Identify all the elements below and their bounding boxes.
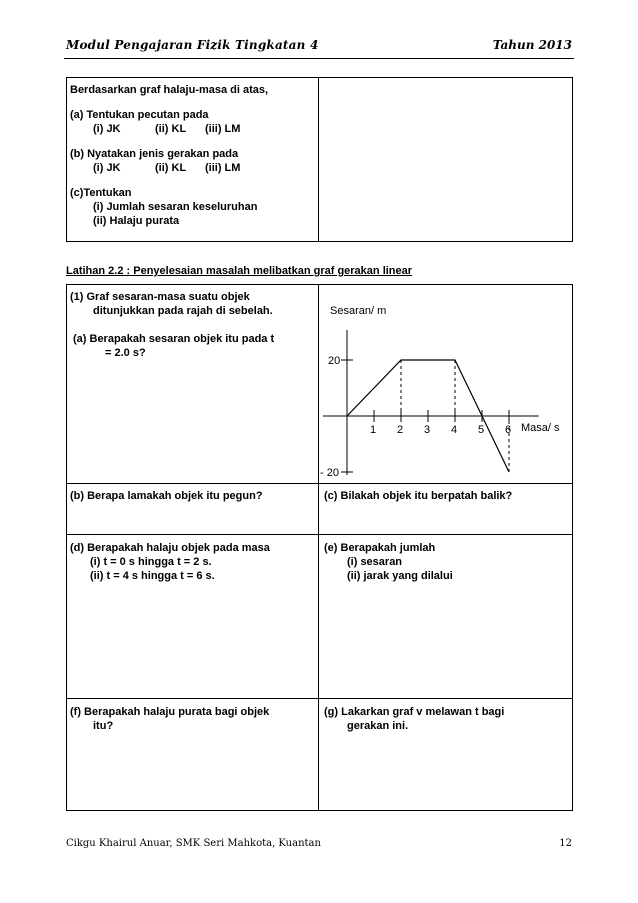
- box1-c-i: (i) Jumlah sesaran keseluruhan: [93, 201, 258, 213]
- box1-a-part-3: (iii) LM: [205, 123, 241, 135]
- qd-title: (d) Berapakah halaju objek pada masa: [70, 542, 270, 554]
- header-year: Tahun 2013: [492, 38, 572, 52]
- x-tick-label-1: 1: [370, 424, 377, 436]
- box1-a-title: (a) Tentukan pecutan pada: [70, 109, 209, 121]
- table-row-divider-3: [66, 698, 573, 699]
- q1a-line-1: (a) Berapakah sesaran objek itu pada t: [73, 333, 275, 345]
- page-number: 12: [559, 838, 572, 849]
- qb-text: (b) Berapa lamakah objek itu pegun?: [70, 490, 263, 502]
- y-tick-label-0: 20: [328, 355, 341, 367]
- table-row-divider-2: [66, 534, 573, 535]
- box1-b-title: (b) Nyatakan jenis gerakan pada: [70, 148, 239, 160]
- box1-a-part-1: (i) JK: [93, 123, 121, 135]
- y-tick-label-1: - 20: [320, 467, 339, 479]
- x-tick-label-2: 2: [397, 424, 404, 436]
- x-tick-label-6: 6: [505, 424, 512, 436]
- graph-x-label: Masa/ s: [521, 422, 560, 434]
- box1-c-title: (c)Tentukan: [70, 187, 132, 199]
- qc-text: (c) Bilakah objek itu berpatah balik?: [324, 490, 513, 502]
- displacement-time-graph: [318, 290, 578, 480]
- graph-y-label: Sesaran/ m: [330, 305, 387, 317]
- box1-a-part-2: (ii) KL: [155, 123, 187, 135]
- box1-b-part-1: (i) JK: [93, 162, 121, 174]
- graph-axes: [323, 330, 539, 475]
- footer-author: Cikgu Khairul Anuar, SMK Seri Mahkota, Kuantan: [66, 838, 321, 849]
- box1-b-part-2: (ii) KL: [155, 162, 187, 174]
- header-title: Modul Pengajaran Fizik Tingkatan 4: [66, 38, 319, 52]
- qf-line-2: itu?: [93, 720, 114, 732]
- q1-line-1: (1) Graf sesaran-masa suatu objek: [70, 291, 250, 303]
- qg-line-1: (g) Lakarkan graf v melawan t bagi: [324, 706, 505, 718]
- x-tick-label-4: 4: [451, 424, 458, 436]
- x-tick-label-3: 3: [424, 424, 431, 436]
- box1-b-part-3: (iii) LM: [205, 162, 241, 174]
- qe-title: (e) Berapakah jumlah: [324, 542, 436, 554]
- qe-i: (i) sesaran: [347, 556, 403, 568]
- qg-line-2: gerakan ini.: [347, 720, 409, 732]
- x-tick-label-5: 5: [478, 424, 485, 436]
- header-divider: [64, 58, 574, 59]
- section-title: Latihan 2.2 : Penyelesaian masalah melibatkan graf gerakan linear: [66, 265, 413, 277]
- box1-c-ii: (ii) Halaju purata: [93, 215, 180, 227]
- table-row-divider-1: [66, 483, 573, 484]
- box1-divider: [318, 77, 319, 242]
- qf-line-1: (f) Berapakah halaju purata bagi objek: [70, 706, 270, 718]
- q1a-line-2: = 2.0 s?: [105, 347, 146, 359]
- qd-i: (i) t = 0 s hingga t = 2 s.: [90, 556, 212, 568]
- qd-ii: (ii) t = 4 s hingga t = 6 s.: [90, 570, 215, 582]
- box1-intro: Berdasarkan graf halaju-masa di atas,: [70, 84, 269, 96]
- q1-line-2: ditunjukkan pada rajah di sebelah.: [93, 305, 273, 317]
- qe-ii: (ii) jarak yang dilalui: [347, 570, 453, 582]
